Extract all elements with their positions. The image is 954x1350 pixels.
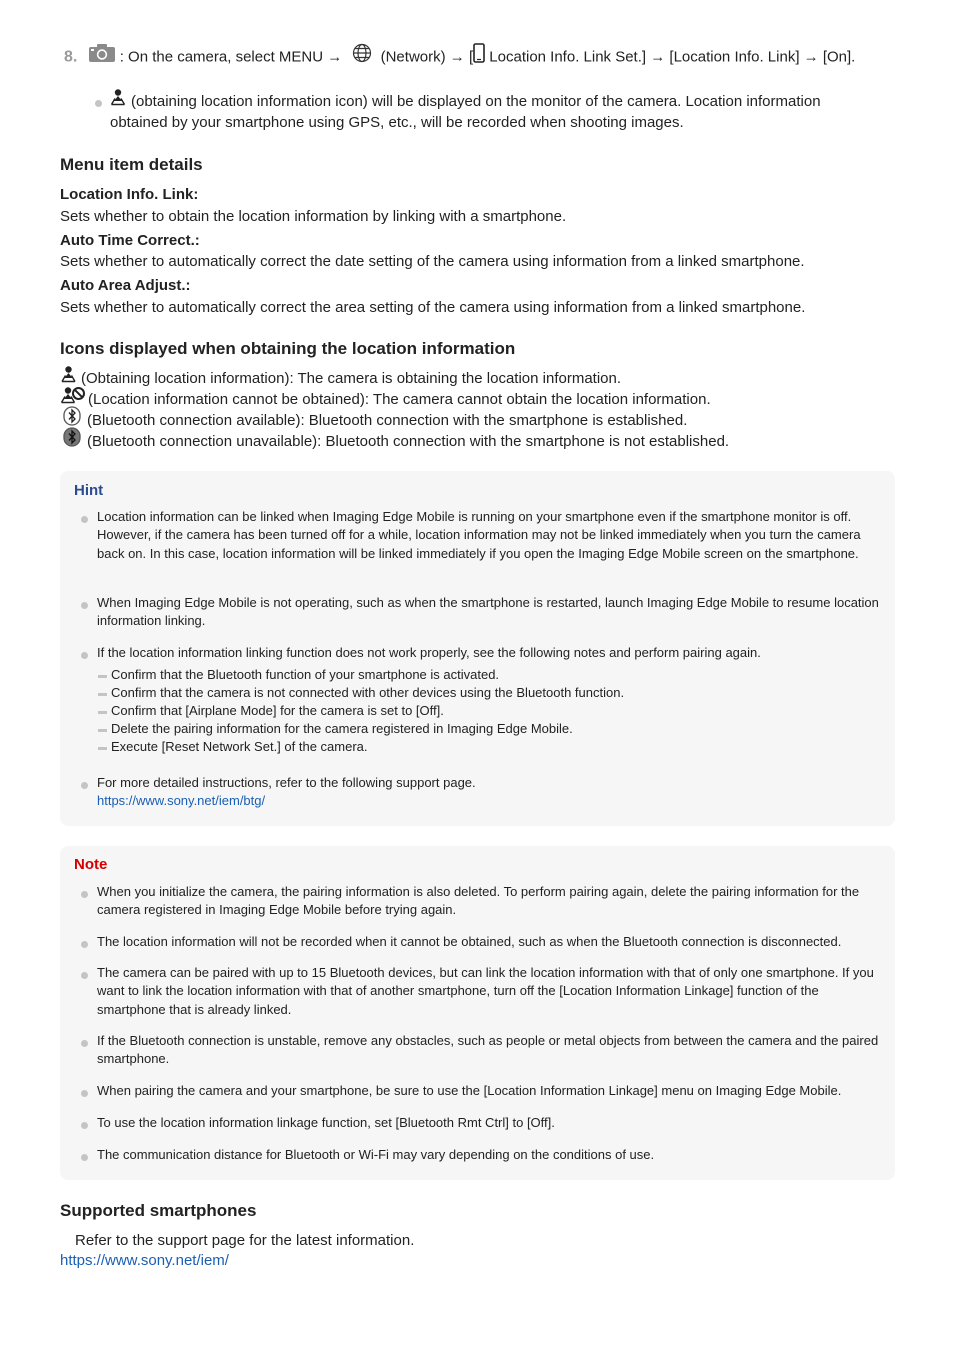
bullet-dot (81, 1122, 88, 1129)
icons-heading: Icons displayed when obtaining the location information (60, 339, 516, 358)
hint-support-link[interactable]: https://www.sony.net/iem/btg/ (97, 793, 266, 808)
sub-dash (98, 711, 107, 714)
step-bullet-text: (obtaining location information icon) will be displayed on the monitor of the camera. Location information obtained by your smartphone using GPS, etc., will be recorded when shooting images. (110, 93, 821, 132)
icon-row (60, 368, 621, 389)
note-item: The communication distance for Bluetooth or Wi-Fi may vary depending on the conditions of use. (97, 1147, 655, 1162)
hint-subitem: Confirm that the Bluetooth function of your smartphone is activated. (111, 667, 500, 682)
bullet-dot (81, 1090, 88, 1097)
step-text-c: Location Info. Link Set.] → [Location Info. Link] → [On]. (489, 48, 856, 66)
bullet-dot (81, 652, 88, 659)
hint-subitem: Confirm that the camera is not connected with other devices using the Bluetooth function. (111, 685, 625, 700)
step-bullet (110, 91, 880, 133)
term-location-info-link: Location Info. Link: (60, 186, 199, 203)
desc-location-info-link: Sets whether to obtain the location information by linking with a smartphone. (60, 208, 567, 225)
icon-row (63, 410, 687, 432)
supported-heading: Supported smartphones (60, 1201, 257, 1220)
bullet-dot (95, 100, 102, 107)
note-box (60, 846, 895, 1180)
bullet-dot (81, 516, 88, 523)
globe-network-icon (352, 43, 372, 69)
smartphone-icon (473, 43, 485, 69)
term-auto-time-correct: Auto Time Correct.: (60, 232, 200, 249)
sub-dash (98, 693, 107, 696)
note-label: Note (74, 856, 108, 873)
bluetooth-unavailable-icon (63, 427, 81, 453)
bullet-dot (81, 941, 88, 948)
desc-auto-area-adjust: Sets whether to automatically correct the area setting of the camera using information from a linked smartphone. (60, 299, 806, 316)
desc-auto-time-correct: Sets whether to automatically correct the date setting of the camera using information from a linked smartphone. (60, 253, 805, 270)
note-item: When pairing the camera and your smartphone, be sure to use the [Location Information Linkage] menu on Imaging Edge Mobile. (97, 1083, 842, 1098)
bullet-dot (81, 891, 88, 898)
sub-dash (98, 747, 107, 750)
bullet-dot (81, 972, 88, 979)
icon-text: (Obtaining location information): The camera is obtaining the location information. (81, 370, 622, 387)
sub-dash (98, 729, 107, 732)
note-item: When you initialize the camera, the pairing information is also deleted. To perform pairing again, delete the pairing information for the camera registered in Imaging Edge Mobile before trying again. (97, 884, 860, 918)
supported-link[interactable]: https://www.sony.net/iem/ (60, 1252, 229, 1269)
note-item: To use the location information linkage function, set [Bluetooth Rmt Ctrl] to [Off]. (97, 1115, 555, 1130)
icon-row (63, 431, 729, 453)
note-item: The camera can be paired with up to 15 Bluetooth devices, but can link the location information with that of only one smartphone. If you want to link the location information with that of another smartphone, turn off the [Location Information Linkage] function of the smartphone that is already linked. (97, 965, 874, 1017)
hint-subitem: Execute [Reset Network Set.] of the camera. (111, 739, 368, 754)
hint-subitem: Confirm that [Airplane Mode] for the camera is set to [Off]. (111, 703, 444, 718)
hint-subitem: Delete the pairing information for the camera registered in Imaging Edge Mobile. (111, 721, 573, 736)
hint-item: For more detailed instructions, refer to the following support page. (97, 775, 476, 790)
hint-item: When Imaging Edge Mobile is not operating, such as when the smartphone is restarted, launch Imaging Edge Mobile to resume location information linking. (97, 595, 879, 629)
icon-text: (Bluetooth connection available): Bluetooth connection with the smartphone is established. (87, 412, 688, 429)
term-auto-area-adjust: Auto Area Adjust.: (60, 277, 191, 294)
icon-row (60, 389, 711, 410)
bullet-dot (81, 782, 88, 789)
location-obtaining-icon (110, 88, 128, 112)
bullet-dot (81, 1040, 88, 1047)
icon-text: (Location information cannot be obtained): The camera cannot obtain the location information. (88, 391, 711, 408)
sub-dash (98, 675, 107, 678)
hint-label: Hint (74, 482, 104, 499)
step-number: 8. (64, 48, 78, 66)
hint-item: If the location information linking function does not work properly, see the following notes and perform pairing again. (97, 645, 761, 660)
camera-icon (88, 43, 116, 69)
step-text-b: (Network) → [ (380, 48, 474, 66)
step-8 (64, 46, 944, 69)
bullet-dot (81, 1154, 88, 1161)
supported-text: Refer to the support page for the latest information. (75, 1232, 415, 1249)
hint-box (60, 471, 895, 826)
note-item: The location information will not be recorded when it cannot be obtained, such as when the Bluetooth connection is disconnected. (97, 934, 842, 949)
menu-details-heading: Menu item details (60, 155, 203, 174)
bullet-dot (81, 602, 88, 609)
note-item: If the Bluetooth connection is unstable, remove any obstacles, such as people or metal objects from between the camera and the paired smartphone. (97, 1033, 879, 1067)
hint-item: Location information can be linked when Imaging Edge Mobile is running on your smartphone even if the smartphone monitor is off. However, if the camera has been turned off for a while, location information may not be linked immediately when you turn the camera back on. In this case, location information will be linked immediately if you open the Imaging Edge Mobile screen on the smartphone. (97, 509, 861, 561)
icon-text: (Bluetooth connection unavailable): Bluetooth connection with the smartphone is not established. (87, 433, 730, 450)
step-text-a: : On the camera, select MENU → (119, 48, 343, 66)
